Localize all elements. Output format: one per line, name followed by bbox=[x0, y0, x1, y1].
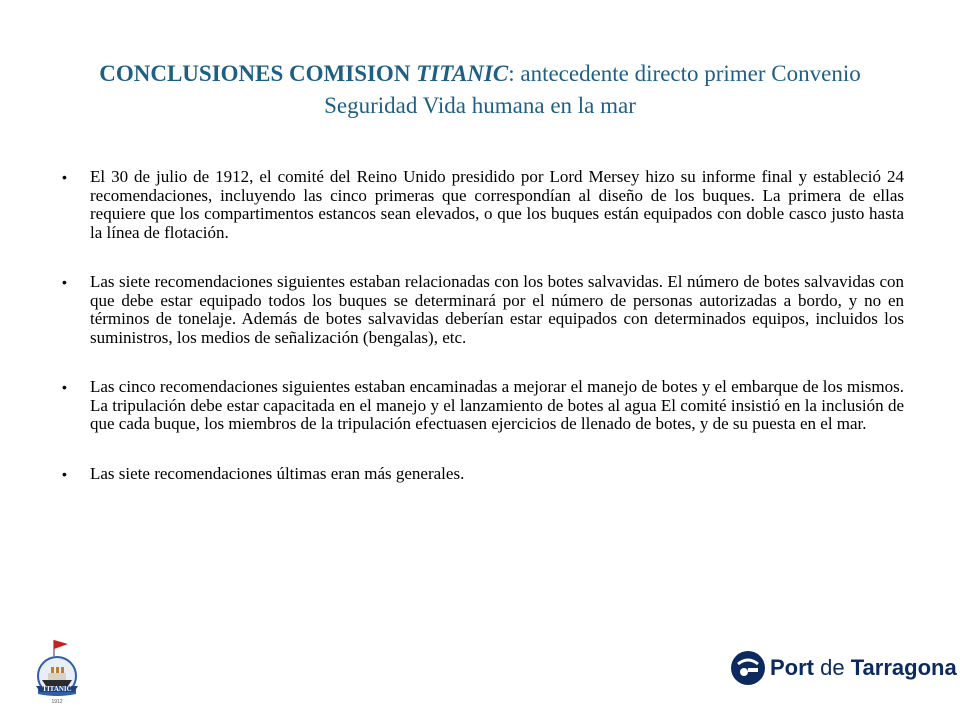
bullet-text: Las cinco recomendaciones siguientes estaban encaminadas a mejorar el manejo de botes y el embarque de los mismos. La tripulación debe estar capacitada en el manejo y el lanzamiento de botes al agua El comité insistió en la inclusión de que cada buque, los miembros de la tripulación efectuasen ejercicios de llenado de botes, y de su puesta en el mar. bbox=[90, 377, 904, 433]
bullet-dot: • bbox=[62, 274, 67, 290]
bullet-text: Las siete recomendaciones últimas eran más generales. bbox=[90, 463, 465, 483]
slide-title-rest: : antecedente directo primer Convenio Seguridad Vida humana en la mar bbox=[324, 61, 861, 118]
port-word-tarragona: Tarragona bbox=[850, 655, 957, 680]
bullet-dot: • bbox=[62, 465, 67, 482]
titanic-logo-year: 1912 bbox=[51, 699, 63, 705]
bullet-text: Las siete recomendaciones siguientes estaban relacionadas con los botes salvavidas. El número de botes salvavidas con que debe estar equipado todos los buques se determinará por el número de personas autorizadas a bordo, y no en términos de tonelaje. Además de botes salvavidas deberían estar equipados con determinados equipos, incluidos los suministros, los medios de señalización (bengalas), etc. bbox=[90, 272, 904, 347]
bullet-text: El 30 de julio de 1912, el comité del Reino Unido presidido por Lord Mersey hizo su informe final y estableció 24 recomendaciones, incluyendo las cinco primeras que correspondían al diseño de los buques. La primera de ellas requiere que los compartimentos estancos sean elevados, o que los buques están equipados con doble casco justo hasta la línea de flotación. bbox=[90, 167, 904, 242]
bullet-item bbox=[62, 465, 904, 484]
port-word-port: Port bbox=[770, 655, 814, 680]
port-tarragona-wordmark bbox=[770, 655, 957, 681]
port-tarragona-logo bbox=[730, 648, 957, 688]
slide-title-italic: TITANIC bbox=[416, 61, 509, 86]
titanic-emblem-icon bbox=[32, 636, 82, 708]
bullet-item bbox=[62, 273, 904, 347]
bullet-item bbox=[62, 168, 904, 242]
titanic-logo-text: TITANIC bbox=[42, 685, 72, 693]
bullet-dot: • bbox=[62, 379, 67, 395]
port-word-de: de bbox=[820, 655, 845, 680]
bullet-dot: • bbox=[62, 169, 67, 185]
slide-title bbox=[60, 58, 900, 122]
titanic-logo bbox=[32, 636, 82, 708]
slide-title-bold: CONCLUSIONES COMISION bbox=[99, 61, 411, 86]
bullet-item bbox=[62, 378, 904, 434]
port-tarragona-mark-icon bbox=[730, 650, 766, 686]
bullet-list bbox=[62, 168, 904, 514]
